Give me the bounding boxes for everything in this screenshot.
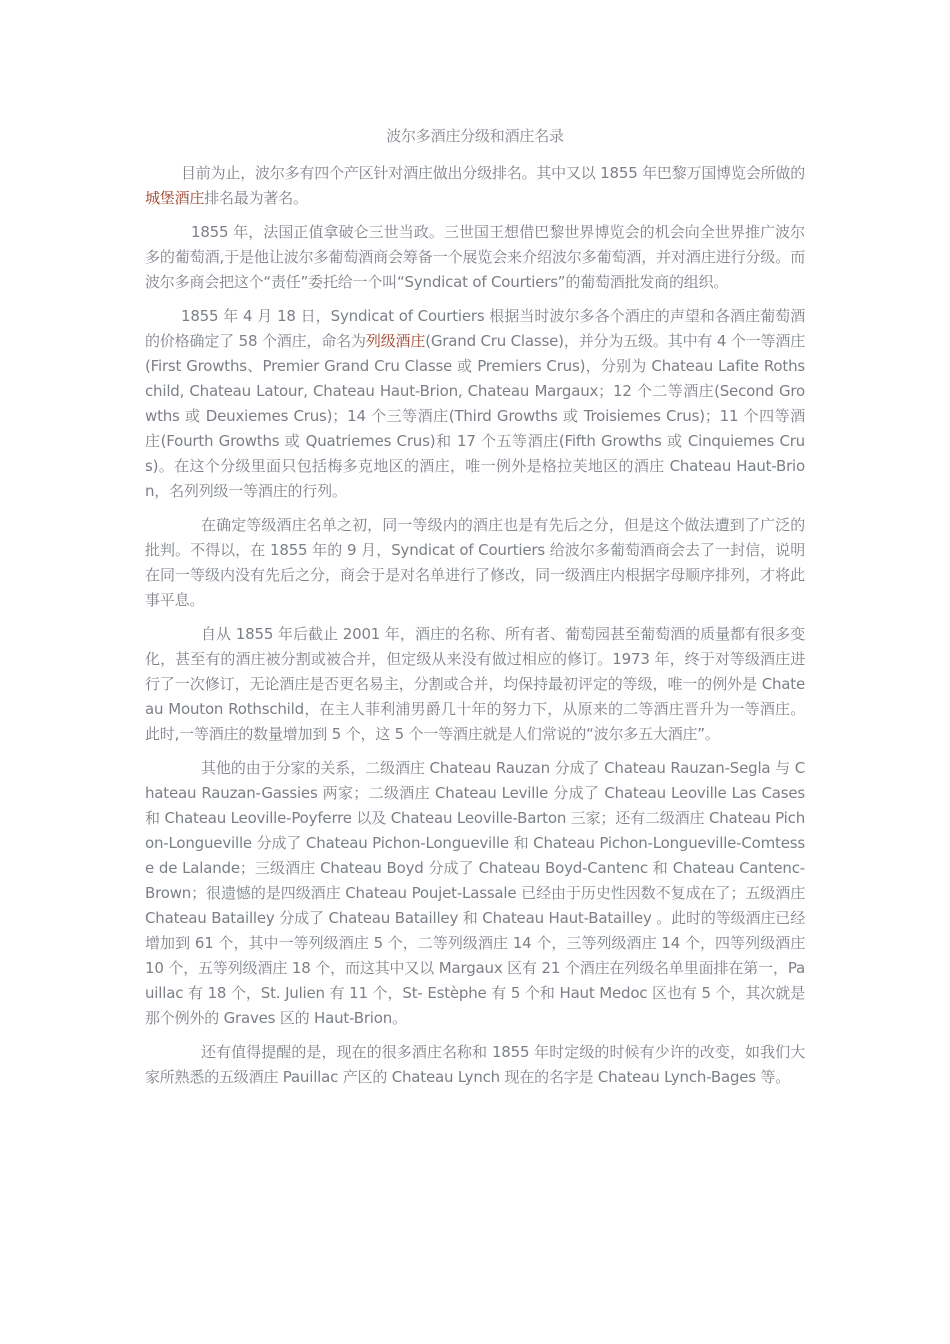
paragraph-text: 排名最为著名。 [204, 189, 308, 207]
paragraph-ordering: 在确定等级酒庄名单之初，同一等级内的酒庄也是有先后之分，但是这个做法遭到了广泛的批判。不得以，在 1855 年的 9 月，Syndicat of Courtiers 给波尔多葡萄酒商会去了一封信，说明在同一等级内没有先后之分，商会于是对名单进行了修改，同一级酒庄内根据字母顺序排列，才将此事平息。 [145, 516, 805, 609]
document-page [145, 120, 805, 1099]
paragraph-classification [145, 304, 805, 504]
paragraph-splits: 其他的由于分家的关系，二级酒庄 Chateau Rauzan 分成了 Chateau Rauzan-Segla 与 Chateau Rauzan-Gassies 两家；二级酒庄 Chateau Leville 分成了 Chateau Leoville Las Cases 和 Chateau Leoville-Poyferre 以及 Chateau Leoville-Barton 三家；还有二级酒庄 Chateau Pichon-Longueville 分成了 Chateau Pichon-Longueville 和 Chateau Pichon-Longueville-Comtesse de Lalande；三级酒庄 Chateau Boyd 分成了 Chateau Boyd-Cantenc 和 Chateau Cantenc-Brown；很遗憾的是四级酒庄 Chateau Poujet-Lassale 已经由于历史性因数不复成在了；五级酒庄 Chateau Batailley 分成了 Chateau Batailley 和 Chateau Haut-Batailley 。此时的等级酒庄已经增加到 61 个，其中一等列级酒庄 5 个，二等列级酒庄 14 个，三等列级酒庄 14 个，四等列级酒庄 10 个，五等列级酒庄 18 个，而这其中又以 Margaux 区有 21 个酒庄在列级名单里面排在第一，Pauillac 有 18 个，St. Julien 有 11 个，St- Estèphe 有 5 个和 Haut Medoc 区也有 5 个，其次就是那个例外的 Graves 区的 Haut-Brion。 [145, 759, 805, 1027]
link-grand-cru-classe[interactable]: 列级酒庄 [365, 332, 426, 350]
paragraph-intro [145, 161, 805, 211]
link-chateau-classification[interactable]: 城堡酒庄 [145, 189, 205, 207]
paragraph-history: 1855 年，法国正值拿破仑三世当政。三世国王想借巴黎世界博览会的机会向全世界推广波尔多的葡萄酒,于是他让波尔多葡萄酒商会筹备一个展览会来介绍波尔多葡萄酒，并对酒庄进行分级。而波尔多商会把这个“责任”委托给一个叫“Syndicat of Courtiers”的葡萄酒批发商的组织。 [145, 223, 805, 291]
paragraph-text: 1855 年 4 月 18 日，Syndicat of Courtiers 根据当时波尔多各个酒庄的声望和各酒庄葡萄酒的价格确定了 58 个酒庄，命名为 [145, 307, 805, 350]
paragraph-text: 目前为止，波尔多有四个产区针对酒庄做出分级排名。其中又以 1855 年巴黎万国博览会所做的 [181, 164, 805, 182]
paragraph-text: (Grand Cru Classe)，并分为五级。其中有 4 个一等酒庄(First Growths、Premier Grand Cru Classe 或 Premiers Crus)，分别为 Chateau Lafite Rothschild, Chateau Latour, Chateau Haut-Brion, Chateau Margaux；12 个二等酒庄(Second Growths 或 Deuxiemes Crus)；14 个三等酒庄(Third Growths 或 Troisiemes Crus)；11 个四等酒庄(Fourth Growths 或 Quatriemes Crus)和 17 个五等酒庄(Fifth Growths 或 Cinquiemes Crus)。在这个分级里面只包括梅多克地区的酒庄，唯一例外是格拉芙地区的酒庄 Chateau Haut-Brion，名列列级一等酒庄的行列。 [145, 332, 805, 500]
paragraph-name-changes: 还有值得提醒的是，现在的很多酒庄名称和 1855 年时定级的时候有少许的改变，如我们大家所熟悉的五级酒庄 Pauillac 产区的 Chateau Lynch 现在的名字是 Chateau Lynch-Bages 等。 [145, 1043, 805, 1086]
document-title: 波尔多酒庄分级和酒庄名录 [386, 127, 564, 145]
paragraph-revision: 自从 1855 年后截止 2001 年，酒庄的名称、所有者、葡萄园甚至葡萄酒的质量都有很多变化，甚至有的酒庄被分割或被合并，但定级从来没有做过相应的修订。1973 年，终于对等级酒庄进行了一次修订，无论酒庄是否更名易主，分割或合并，均保持最初评定的等级，唯一的例外是 Chateau Mouton Rothschild，在主人菲利浦男爵几十年的努力下，从原来的二等酒庄晋升为一等酒庄。此时,一等酒庄的数量增加到 5 个，这 5 个一等酒庄就是人们常说的“波尔多五大酒庄”。 [145, 625, 805, 743]
